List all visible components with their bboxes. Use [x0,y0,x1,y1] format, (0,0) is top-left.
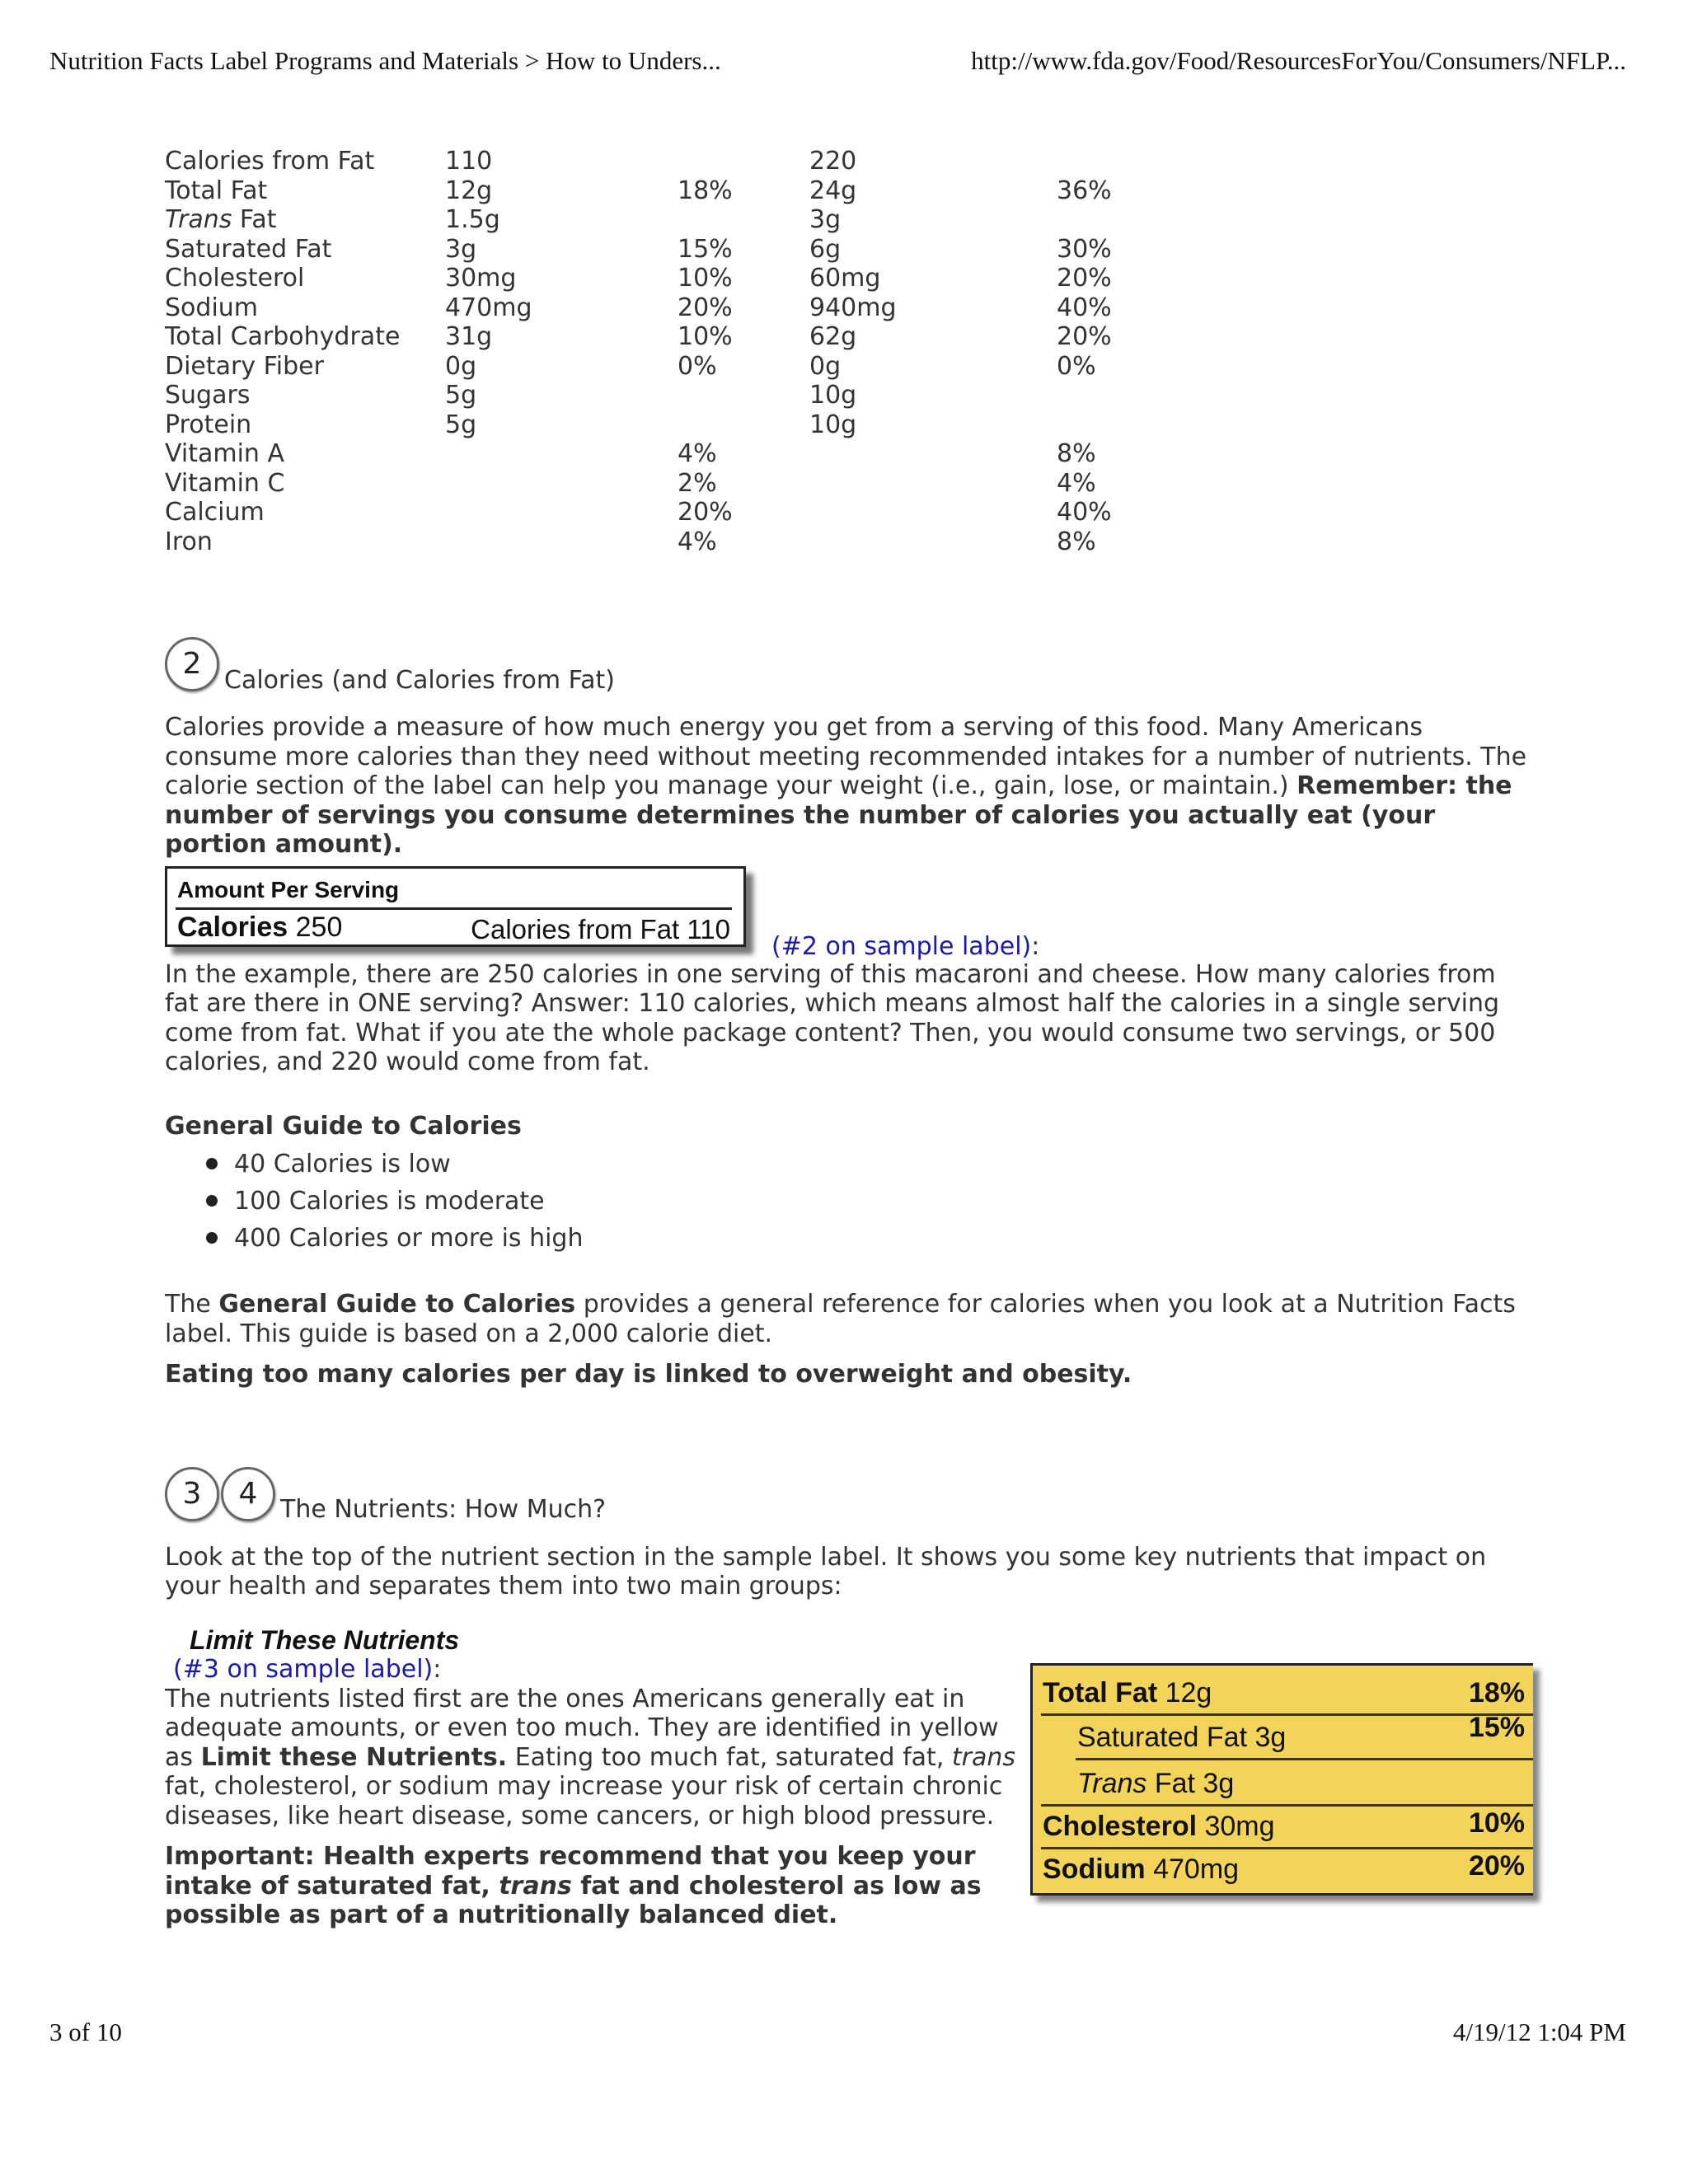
nutrient-comparison-table [165,147,1156,556]
label-amount: 12g [1157,1677,1212,1708]
single-serving-amount: 5g [445,381,477,410]
double-serving-dv [1057,381,1156,410]
calories-example-paragraph: In the example, there are 250 calories in one serving of this macaroni and cheese. How many calories from fat are there in ONE serving? Answer: 110 calories, which means almost half the calories in a single serving come from fat. What if you ate the whole package content? Then, you would consume two servings, or 500 calories, and 220 would come from fat. [165,959,1500,1076]
text: The [165,1290,219,1319]
table-row [165,176,1156,206]
nutrient-name-text: Total Carbohydrate [165,322,401,351]
single-serving-amount [445,498,678,527]
limit-paragraph [165,1685,1022,1831]
single-serving-dv: 4% [678,439,717,468]
single-serving-dv: 18% [678,176,733,205]
double-serving-amount [809,498,1057,527]
double-serving-dv [1057,410,1156,440]
single-serving-dv [678,381,809,410]
label-percent: 20% [1468,1850,1525,1882]
list-item: 40 Calories is low [234,1146,1533,1183]
double-serving-amount: 62g [809,322,857,351]
calories-reminder: Remember: the number of servings you consume determines the number of calories you actually eat (your portion amount). [165,771,1512,859]
limit-nutrients-block [165,1626,1022,1930]
label-nutrient: Trans [1077,1768,1147,1799]
guide-reference-paragraph [165,1290,1533,1348]
nutrient-name [165,264,445,293]
single-serving-amount: 1.5g [445,205,500,234]
single-serving-dv: 2% [678,468,717,498]
single-serving-amount: 5g [445,410,477,439]
single-serving-amount [445,469,678,499]
nutrient-name-text: Vitamin C [165,468,285,498]
table-row [165,498,1156,527]
sample-label-ref [173,1655,1022,1685]
nutrient-name-text: Dietary Fiber [165,351,324,381]
page-header-url[interactable]: http://www.fda.gov/Food/ResourcesForYou/Consumers/NFLP... [971,46,1626,75]
nutrient-name-text: Total Fat [165,176,268,205]
double-serving-amount [809,527,1057,557]
page-footer-timestamp: 4/19/12 1:04 PM [1452,2018,1626,2046]
limit-title: Limit These Nutrients [190,1624,460,1655]
text: provides a general reference for calories when you look at a Nutrition Facts label. This guide is based on a 2,000 calorie diet. [165,1290,1516,1348]
double-serving-dv: 4% [1057,468,1096,498]
single-serving-dv: 20% [678,498,733,527]
label-divider [1041,1804,1533,1807]
calorie-guide-list [165,1146,1533,1257]
text: fat, cholesterol, or sodium may increase your risk of certain chronic diseases, like heart disease, some cancers, or high blood pressure. [165,1772,1003,1830]
calories-number: 250 [288,911,343,943]
calories-paragraph-text: Calories provide a measure of how much energy you get from a serving of this food. Many Americans consume more calories than they need without meeting recommended intakes for a number of nutrients. The calorie section of the label can help you manage your weight (i.e., gain, lose, or maintain.) [165,713,1527,800]
table-row [165,410,1156,440]
nutrient-name [165,381,445,410]
sample-label-ref [771,932,1039,962]
nutrient-name [165,176,445,206]
double-serving-amount: 10g [809,381,857,410]
single-serving-dv: 10% [678,322,733,351]
list-item: 100 Calories is moderate [234,1183,1533,1220]
double-serving-dv: 30% [1057,234,1112,264]
nutrient-name [165,235,445,265]
table-row [165,352,1156,382]
double-serving-dv: 0% [1057,351,1096,381]
nutrient-name-text: Calories from Fat [165,147,375,176]
double-serving-dv: 8% [1057,527,1096,556]
label-amount: 470mg [1145,1854,1240,1885]
double-serving-dv [1057,147,1156,176]
section-3-4-heading [165,1467,1533,1533]
double-serving-amount [809,439,1057,469]
double-serving-amount: 220 [809,147,857,176]
single-serving-amount: 31g [445,322,493,351]
double-serving-amount: 940mg [809,293,897,322]
nutrient-name [165,205,445,235]
nutrient-name [165,439,445,469]
nutrient-name [165,527,445,557]
label-percent: 18% [1468,1677,1525,1708]
single-serving-dv: 20% [678,293,733,322]
table-row [165,322,1156,352]
table-row [165,264,1156,293]
table-row [165,205,1156,235]
single-serving-amount: 470mg [445,293,532,322]
calories-from-fat: Calories from Fat 110 [471,913,730,944]
calories-paragraph [165,713,1533,860]
double-serving-amount: 60mg [809,264,881,293]
nutrient-name [165,293,445,323]
calories-label-figure [165,866,1533,960]
nutrient-name [165,498,445,527]
section-number-badge: 3 [165,1467,219,1521]
single-serving-dv: 4% [678,527,717,556]
single-serving-amount: 30mg [445,264,517,293]
label-nutrient: Sodium [1043,1854,1146,1885]
nutrient-name [165,147,445,176]
single-serving-amount: 3g [445,234,477,264]
nutrient-name-text: Cholesterol [165,264,305,293]
section-title: Calories (and Calories from Fat) [224,665,616,695]
double-serving-amount: 6g [809,234,842,264]
label-divider [176,907,732,910]
sample-label-link-3[interactable]: (#3 on sample label) [173,1655,434,1684]
important-note [165,1842,989,1930]
single-serving-amount: 0g [445,351,477,381]
single-serving-dv [678,147,809,176]
single-serving-amount: 110 [445,147,493,176]
double-serving-dv: 36% [1057,176,1112,205]
double-serving-dv: 40% [1057,498,1112,527]
section-2-heading [165,637,1533,703]
section-number-badge: 2 [165,637,219,691]
label-nutrient: Cholesterol [1043,1811,1198,1842]
text-bold: General Guide to Calories [218,1290,576,1319]
calories-value [177,913,342,943]
nutrient-name-text: Fat [232,205,277,234]
double-serving-dv: 20% [1057,322,1112,351]
nutrient-name-text: Calcium [165,498,265,527]
double-serving-dv: 20% [1057,264,1112,293]
single-serving-amount: 12g [445,176,493,205]
label-amount: 30mg [1197,1811,1275,1842]
label-nutrient: Total Fat [1043,1677,1158,1708]
nutrient-name-text: Protein [165,410,252,439]
table-row [165,381,1156,410]
table-row [165,147,1156,176]
nutrient-name [165,469,445,499]
nutrient-name [165,322,445,352]
text: Eating too much fat, saturated fat, [507,1742,952,1772]
page-footer-page-number: 3 of 10 [49,2018,122,2046]
table-row [165,527,1156,557]
single-serving-dv: 15% [678,234,733,264]
nutrient-name [165,410,445,440]
label-divider [1041,1713,1533,1716]
nutrient-name-text: Vitamin A [165,439,284,468]
amount-per-serving: Amount Per Serving [177,876,400,902]
label-percent: 10% [1468,1807,1525,1839]
calories-warning: Eating too many calories per day is linked to overweight and obesity. [165,1360,1132,1389]
label-amount: Fat 3g [1146,1768,1235,1799]
nutrient-name-text: Iron [165,527,213,556]
single-serving-amount [445,439,678,469]
double-serving-dv: 40% [1057,293,1112,322]
limit-nutrients-label-image [1030,1663,1533,1896]
nutrient-name-text: Saturated Fat [165,234,332,264]
document-body [165,147,1533,1930]
double-serving-amount: 10g [809,410,857,439]
section-title: The Nutrients: How Much? [280,1495,607,1524]
single-serving-amount [445,527,678,557]
single-serving-dv [678,410,809,440]
nutrient-name-text: Sugars [165,381,251,410]
guide-title: General Guide to Calories [165,1111,522,1141]
double-serving-dv: 8% [1057,439,1096,468]
label-amount: Saturated Fat 3g [1077,1722,1287,1753]
yellow-row-sodium [1043,1850,1533,1896]
single-serving-dv: 10% [678,264,733,293]
double-serving-amount: 3g [809,205,842,234]
text-italic: trans [951,1742,1016,1772]
double-serving-dv [1057,205,1156,235]
calories-label-image [165,866,746,947]
sample-label-link-2[interactable]: (#2 on sample label) [771,931,1032,961]
single-serving-dv: 0% [678,351,717,381]
single-serving-dv [678,205,809,235]
table-row [165,439,1156,469]
label-divider [1041,1847,1533,1849]
text: The nutrients listed first are the ones Americans generally eat in adequate amounts, or even too much. They are identified in yellow as [165,1684,999,1772]
double-serving-amount [809,469,1057,499]
page-header-title: Nutrition Facts Label Programs and Materials > How to Unders... [49,46,721,75]
calories-word: Calories [177,911,288,943]
text-bold: Limit these Nutrients. [200,1742,508,1772]
section-number-badge: 4 [221,1467,275,1521]
text: fat and cholesterol as low as possible as part of a nutritionally balanced diet. [165,1871,982,1929]
nutrient-name-text: Sodium [165,293,259,322]
colon: : [1031,931,1040,961]
nutrient-name-italic: Trans [165,205,232,234]
text: Important: Health experts recommend that you keep your intake of saturated fat, [165,1842,976,1900]
table-row [165,235,1156,265]
nutrients-intro: Look at the top of the nutrient section in the sample label. It shows you some key nutrients that impact on your health and separates them into two main groups: [165,1542,1487,1601]
label-percent: 15% [1468,1712,1525,1743]
table-row [165,293,1156,323]
colon: : [433,1655,442,1684]
table-row [165,469,1156,499]
text-italic: trans [499,1871,572,1900]
double-serving-amount: 24g [809,176,857,205]
list-item: 400 Calories or more is high [234,1220,1533,1257]
double-serving-amount: 0g [809,351,842,381]
nutrient-name [165,352,445,382]
label-divider [1076,1758,1533,1760]
